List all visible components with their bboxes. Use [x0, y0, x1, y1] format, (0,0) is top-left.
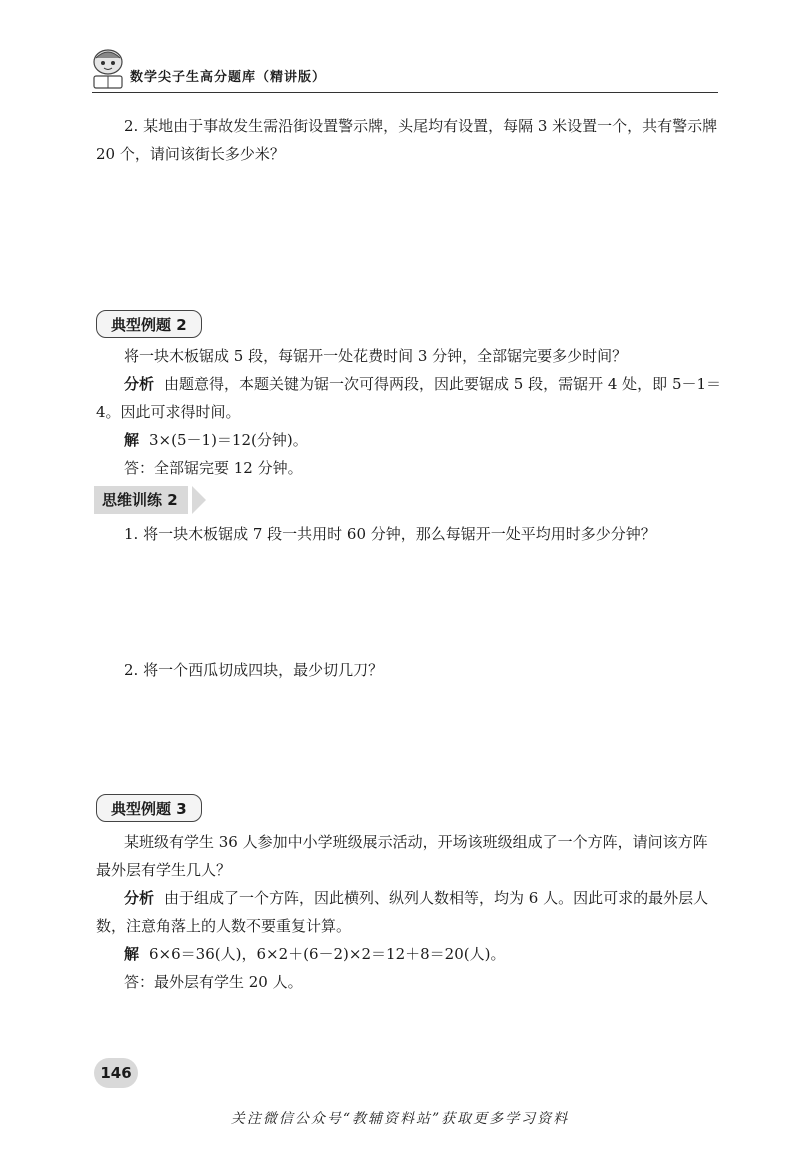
analysis-label: 分析 [124, 889, 155, 907]
page-number: 146 [94, 1058, 138, 1088]
top-problem-line2: 20 个，请问该街长多少米？ [96, 145, 285, 163]
example-3-analysis [124, 884, 708, 912]
solution-label: 解 [124, 431, 140, 449]
example-3-question-line1: 某班级有学生 36 人参加中小学班级展示活动，开场该班级组成了一个方阵，请问该方阵 [124, 833, 708, 851]
training-arrow-icon [192, 486, 206, 514]
header-divider [92, 92, 718, 93]
top-problem-line1: 2. 某地由于事故发生需沿街设置警示牌，头尾均有设置，每隔 3 米设置一个，共有警示牌 [124, 117, 718, 135]
example-3-analysis-cont: 数，注意角落上的人数不要重复计算。 [96, 917, 352, 935]
example-3-solution [124, 940, 505, 968]
training-2-q1: 1. 将一块木板锯成 7 段一共用时 60 分钟，那么每锯开一处平均用时多少分钟？ [124, 525, 656, 543]
analysis-text: 由于组成了一个方阵，因此横列、纵列人数相等，均为 6 人。因此可求的最外层人 [164, 889, 709, 907]
example-2-heading: 典型例题 2 [96, 310, 202, 338]
example-3-heading: 典型例题 3 [96, 794, 202, 822]
example-2-question: 将一块木板锯成 5 段，每锯开一处花费时间 3 分钟，全部锯完要多少时间？ [124, 347, 628, 365]
example-3-answer: 答：最外层有学生 20 人。 [124, 973, 303, 991]
solution-text: 6×6＝36(人)，6×2＋(6－2)×2＝12＋8＝20(人)。 [149, 945, 506, 963]
training-2-q2: 2. 将一个西瓜切成四块，最少切几刀？ [124, 661, 384, 679]
footer-note: 关注微信公众号“教辅资料站”获取更多学习资料 [230, 1111, 570, 1127]
example-2-analysis [124, 370, 721, 398]
training-2-heading: 思维训练 2 [94, 486, 188, 514]
mascot-logo-icon [88, 48, 128, 92]
example-2-analysis-cont: 4。因此可求得时间。 [96, 403, 241, 421]
example-3-question-line2: 最外层有学生几人？ [96, 861, 232, 879]
example-2-solution [124, 426, 308, 454]
solution-label: 解 [124, 945, 140, 963]
analysis-label: 分析 [124, 375, 155, 393]
example-2-answer: 答：全部锯完要 12 分钟。 [124, 459, 303, 477]
analysis-text: 由题意得，本题关键为锯一次可得两段，因此要锯成 5 段，需锯开 4 处，即 5－1＝ [164, 375, 722, 393]
solution-text: 3×(5－1)＝12(分钟)。 [149, 431, 308, 449]
book-title: 数学尖子生高分题库（精讲版） [130, 70, 327, 85]
